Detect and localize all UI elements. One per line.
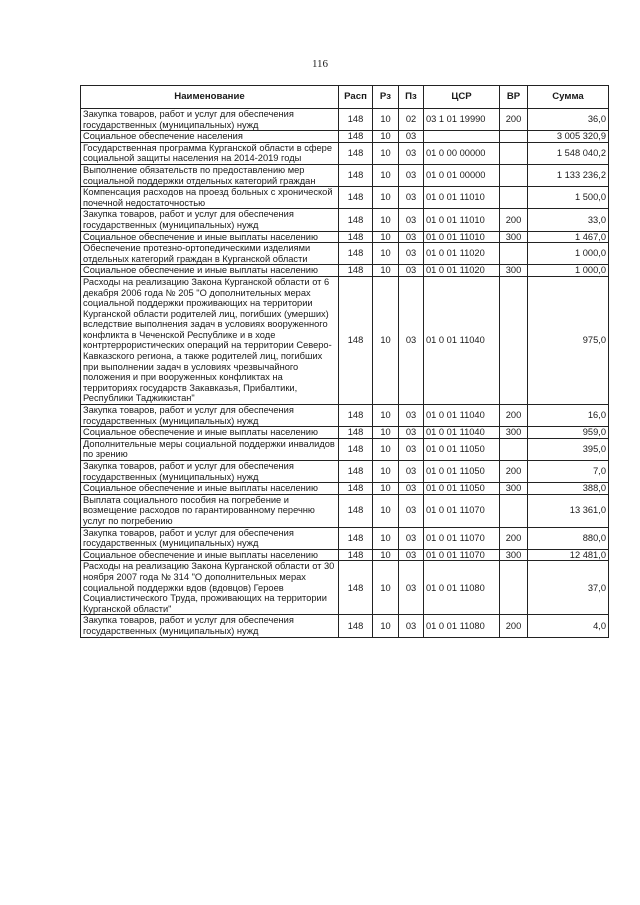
cell-rasp: 148 — [339, 131, 373, 143]
cell-name: Социальное обеспечение населения — [81, 131, 339, 143]
cell-csr: 03 1 01 19990 — [424, 109, 500, 131]
cell-sum: 1 467,0 — [528, 231, 609, 243]
cell-rz: 10 — [373, 142, 399, 164]
cell-vr — [500, 164, 528, 186]
cell-pz: 03 — [399, 615, 424, 637]
cell-vr: 200 — [500, 527, 528, 549]
table-row — [81, 405, 609, 427]
cell-sum: 1 500,0 — [528, 187, 609, 209]
cell-name: Социальное обеспечение и иные выплаты населению — [81, 483, 339, 495]
cell-rasp: 148 — [339, 243, 373, 265]
cell-vr — [500, 131, 528, 143]
cell-sum: 880,0 — [528, 527, 609, 549]
cell-sum: 37,0 — [528, 561, 609, 615]
header-rz: Рз — [373, 86, 399, 109]
cell-sum: 975,0 — [528, 276, 609, 404]
cell-csr: 01 0 01 11080 — [424, 561, 500, 615]
cell-csr: 01 0 01 11040 — [424, 405, 500, 427]
cell-rz: 10 — [373, 527, 399, 549]
cell-pz: 03 — [399, 209, 424, 231]
table-row — [81, 549, 609, 561]
cell-sum: 3 005 320,9 — [528, 131, 609, 143]
table-row — [81, 209, 609, 231]
cell-rasp: 148 — [339, 427, 373, 439]
cell-rasp: 148 — [339, 142, 373, 164]
table-row — [81, 243, 609, 265]
cell-rasp: 148 — [339, 109, 373, 131]
cell-pz: 03 — [399, 131, 424, 143]
cell-vr: 200 — [500, 209, 528, 231]
cell-rz: 10 — [373, 461, 399, 483]
cell-pz: 03 — [399, 164, 424, 186]
cell-name: Расходы на реализацию Закона Курганской области от 30 ноября 2007 года № 314 "О дополнительных мерах социальной поддержки вдов (вдовцов) Героев Социалистического Труда, проживающих на территории Курганской области" — [81, 561, 339, 615]
cell-pz: 03 — [399, 187, 424, 209]
cell-rz: 10 — [373, 243, 399, 265]
cell-rasp: 148 — [339, 405, 373, 427]
cell-name: Государственная программа Курганской области в сфере социальной защиты населения на 2014-2019 годы — [81, 142, 339, 164]
cell-rasp: 148 — [339, 549, 373, 561]
cell-vr — [500, 561, 528, 615]
cell-rz: 10 — [373, 427, 399, 439]
cell-rz: 10 — [373, 405, 399, 427]
cell-vr: 200 — [500, 615, 528, 637]
cell-csr: 01 0 01 11070 — [424, 549, 500, 561]
cell-sum: 33,0 — [528, 209, 609, 231]
cell-csr: 01 0 00 00000 — [424, 142, 500, 164]
cell-rasp: 148 — [339, 209, 373, 231]
cell-rz: 10 — [373, 438, 399, 460]
cell-csr: 01 0 01 11070 — [424, 527, 500, 549]
cell-csr: 01 0 01 11080 — [424, 615, 500, 637]
cell-sum: 1 000,0 — [528, 243, 609, 265]
cell-sum: 7,0 — [528, 461, 609, 483]
cell-name: Социальное обеспечение и иные выплаты населению — [81, 265, 339, 277]
cell-sum: 16,0 — [528, 405, 609, 427]
table-row — [81, 131, 609, 143]
cell-pz: 03 — [399, 231, 424, 243]
cell-name: Закупка товаров, работ и услуг для обеспечения государственных (муниципальных) нужд — [81, 109, 339, 131]
header-pz: Пз — [399, 86, 424, 109]
cell-vr — [500, 243, 528, 265]
cell-vr — [500, 494, 528, 527]
cell-name: Закупка товаров, работ и услуг для обеспечения государственных (муниципальных) нужд — [81, 615, 339, 637]
cell-pz: 03 — [399, 461, 424, 483]
cell-sum: 12 481,0 — [528, 549, 609, 561]
cell-sum: 1 548 040,2 — [528, 142, 609, 164]
cell-csr: 01 0 01 11020 — [424, 243, 500, 265]
header-csr: ЦСР — [424, 86, 500, 109]
cell-name: Социальное обеспечение и иные выплаты населению — [81, 549, 339, 561]
cell-vr: 200 — [500, 461, 528, 483]
cell-vr — [500, 142, 528, 164]
cell-vr: 300 — [500, 549, 528, 561]
cell-name: Выполнение обязательств по предоставлению мер социальной поддержки отдельных категорий граждан — [81, 164, 339, 186]
cell-csr: 01 0 01 11010 — [424, 231, 500, 243]
cell-csr: 01 0 01 11050 — [424, 438, 500, 460]
cell-rz: 10 — [373, 276, 399, 404]
cell-name: Закупка товаров, работ и услуг для обеспечения государственных (муниципальных) нужд — [81, 405, 339, 427]
cell-rasp: 148 — [339, 527, 373, 549]
table-row — [81, 164, 609, 186]
cell-rz: 10 — [373, 231, 399, 243]
cell-rasp: 148 — [339, 438, 373, 460]
cell-csr: 01 0 01 00000 — [424, 164, 500, 186]
cell-rz: 10 — [373, 131, 399, 143]
cell-sum: 4,0 — [528, 615, 609, 637]
cell-vr: 300 — [500, 231, 528, 243]
cell-csr — [424, 131, 500, 143]
cell-csr: 01 0 01 11050 — [424, 483, 500, 495]
table-row — [81, 561, 609, 615]
cell-name: Социальное обеспечение и иные выплаты населению — [81, 427, 339, 439]
cell-vr: 300 — [500, 427, 528, 439]
header-vr: ВР — [500, 86, 528, 109]
table-row — [81, 483, 609, 495]
cell-vr: 200 — [500, 109, 528, 131]
cell-rz: 10 — [373, 549, 399, 561]
cell-rasp: 148 — [339, 561, 373, 615]
cell-name: Закупка товаров, работ и услуг для обеспечения государственных (муниципальных) нужд — [81, 527, 339, 549]
cell-name: Закупка товаров, работ и услуг для обеспечения государственных (муниципальных) нужд — [81, 461, 339, 483]
cell-pz: 03 — [399, 276, 424, 404]
cell-csr: 01 0 01 11040 — [424, 427, 500, 439]
table-row — [81, 187, 609, 209]
cell-sum: 388,0 — [528, 483, 609, 495]
cell-vr — [500, 276, 528, 404]
cell-sum: 395,0 — [528, 438, 609, 460]
cell-csr: 01 0 01 11020 — [424, 265, 500, 277]
cell-rasp: 148 — [339, 265, 373, 277]
cell-rasp: 148 — [339, 483, 373, 495]
header-sum: Сумма — [528, 86, 609, 109]
cell-rasp: 148 — [339, 164, 373, 186]
cell-pz: 03 — [399, 243, 424, 265]
cell-pz: 03 — [399, 527, 424, 549]
cell-pz: 02 — [399, 109, 424, 131]
cell-pz: 03 — [399, 427, 424, 439]
table-row — [81, 109, 609, 131]
cell-vr — [500, 438, 528, 460]
cell-name: Компенсация расходов на проезд больных с хронической почечной недостаточностью — [81, 187, 339, 209]
table-row — [81, 461, 609, 483]
cell-rz: 10 — [373, 187, 399, 209]
cell-csr: 01 0 01 11010 — [424, 209, 500, 231]
cell-vr: 300 — [500, 483, 528, 495]
cell-rz: 10 — [373, 265, 399, 277]
cell-csr: 01 0 01 11050 — [424, 461, 500, 483]
cell-rasp: 148 — [339, 231, 373, 243]
cell-rasp: 148 — [339, 615, 373, 637]
cell-rz: 10 — [373, 615, 399, 637]
table-row — [81, 615, 609, 637]
cell-pz: 03 — [399, 494, 424, 527]
table-row — [81, 265, 609, 277]
cell-vr: 300 — [500, 265, 528, 277]
table-row — [81, 142, 609, 164]
cell-pz: 03 — [399, 549, 424, 561]
cell-sum: 36,0 — [528, 109, 609, 131]
cell-rz: 10 — [373, 483, 399, 495]
cell-name: Выплата социального пособия на погребение и возмещение расходов по гарантированному перечню услуг по погребению — [81, 494, 339, 527]
cell-name: Социальное обеспечение и иные выплаты населению — [81, 231, 339, 243]
header-name: Наименование — [81, 86, 339, 109]
page-number: 116 — [311, 58, 329, 70]
table-row — [81, 527, 609, 549]
cell-vr: 200 — [500, 405, 528, 427]
cell-name: Обеспечение протезно-ортопедическими изделиями отдельных категорий граждан в Курганской области — [81, 243, 339, 265]
cell-sum: 13 361,0 — [528, 494, 609, 527]
cell-pz: 03 — [399, 265, 424, 277]
cell-rz: 10 — [373, 109, 399, 131]
cell-rz: 10 — [373, 561, 399, 615]
cell-sum: 1 133 236,2 — [528, 164, 609, 186]
cell-pz: 03 — [399, 561, 424, 615]
table-row — [81, 276, 609, 404]
cell-pz: 03 — [399, 438, 424, 460]
cell-pz: 03 — [399, 142, 424, 164]
cell-csr: 01 0 01 11070 — [424, 494, 500, 527]
table-row — [81, 427, 609, 439]
table-row — [81, 231, 609, 243]
budget-table — [80, 85, 609, 638]
cell-name: Закупка товаров, работ и услуг для обеспечения государственных (муниципальных) нужд — [81, 209, 339, 231]
cell-name: Расходы на реализацию Закона Курганской области от 6 декабря 2006 года № 205 "О дополнительных мерах социальной поддержки проживающих на территории Курганской области родителей лиц, погибших (умерших) вследствие выполнения задач в условиях вооруженного конфликта в Чеченской Республике и в ходе контртеррористических операций на территории Северо-Кавказского региона, а также родителей лиц, погибших при выполнении задач в условиях чрезвычайного положения и при вооруженных конфликтах на территориях государств Закавказья, Прибалтики, Республики Таджикистан" — [81, 276, 339, 404]
table-row — [81, 494, 609, 527]
table-header-row — [81, 86, 609, 109]
cell-vr — [500, 187, 528, 209]
cell-rasp: 148 — [339, 494, 373, 527]
cell-pz: 03 — [399, 483, 424, 495]
cell-sum: 1 000,0 — [528, 265, 609, 277]
header-rasp: Расп — [339, 86, 373, 109]
cell-csr: 01 0 01 11010 — [424, 187, 500, 209]
cell-rz: 10 — [373, 494, 399, 527]
cell-rasp: 148 — [339, 276, 373, 404]
cell-rasp: 148 — [339, 187, 373, 209]
cell-pz: 03 — [399, 405, 424, 427]
cell-rasp: 148 — [339, 461, 373, 483]
cell-rz: 10 — [373, 164, 399, 186]
cell-csr: 01 0 01 11040 — [424, 276, 500, 404]
cell-rz: 10 — [373, 209, 399, 231]
cell-sum: 959,0 — [528, 427, 609, 439]
table-row — [81, 438, 609, 460]
table-body — [81, 109, 609, 638]
cell-name: Дополнительные меры социальной поддержки инвалидов по зрению — [81, 438, 339, 460]
